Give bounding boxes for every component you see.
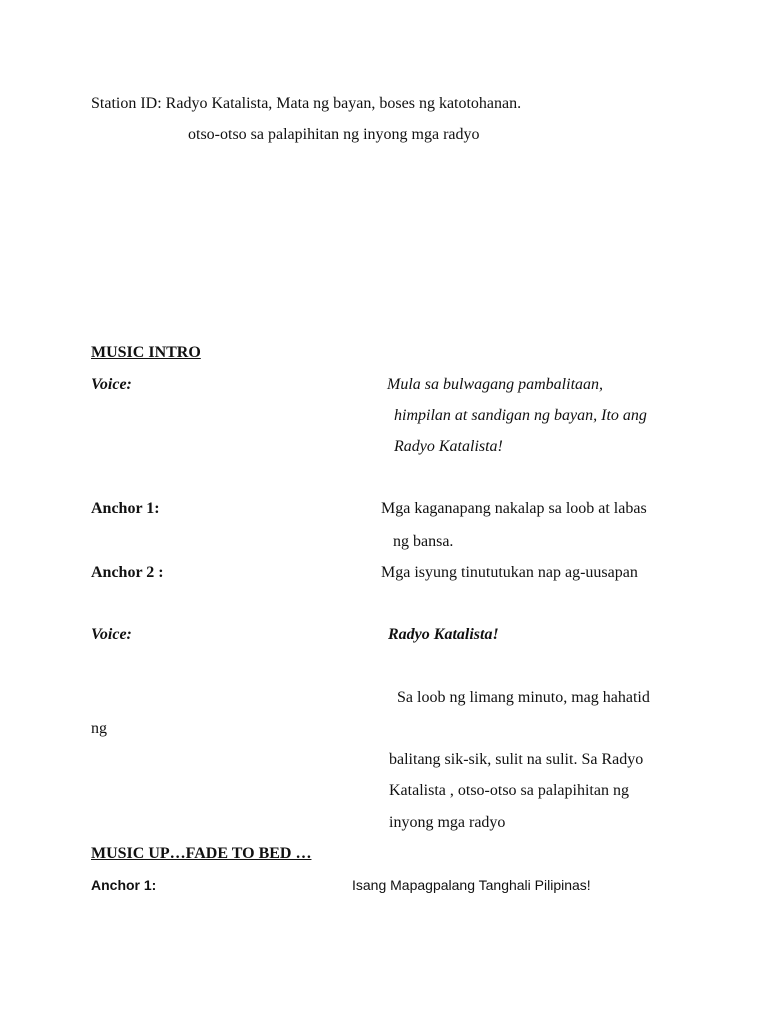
voice-line-4: inyong mga radyo [389, 814, 506, 831]
final-anchor-line: Isang Mapagpalang Tanghali Pilipinas! [352, 877, 591, 893]
music-up-heading: MUSIC UP…FADE TO BED … [91, 845, 312, 862]
music-intro-line-3: Radyo Katalista! [394, 438, 503, 455]
voice-line-3: Katalista , otso-otso sa palapihitan ng [389, 782, 629, 799]
music-intro-heading: MUSIC INTRO [91, 344, 201, 361]
anchor-1-line-2: ng bansa. [393, 533, 454, 550]
music-intro-line-1: Mula sa bulwagang pambalitaan, [387, 376, 604, 393]
anchor-2-label: Anchor 2 : [91, 564, 164, 581]
music-intro-voice-label: Voice: [91, 376, 132, 393]
voice-line-2: balitang sik-sik, sulit na sulit. Sa Radyo [389, 751, 644, 768]
voice-wrap-word: ng [91, 720, 107, 737]
voice-line-1: Sa loob ng limang minuto, mag hahatid [397, 689, 650, 706]
anchor-1-label: Anchor 1: [91, 500, 160, 517]
music-intro-line-2: himpilan at sandigan ng bayan, Ito ang [394, 407, 647, 424]
voice-label: Voice: [91, 626, 132, 643]
station-id-line-1: Station ID: Radyo Katalista, Mata ng bayan, boses ng katotohanan. [91, 95, 522, 112]
final-anchor-label: Anchor 1: [91, 877, 157, 893]
anchor-2-line: Mga isyung tinututukan nap ag-uusapan [381, 564, 638, 581]
station-id-line-2: otso-otso sa palapihitan ng inyong mga radyo [188, 126, 480, 143]
voice-tagline: Radyo Katalista! [388, 626, 499, 643]
anchor-1-line-1: Mga kaganapang nakalap sa loob at labas [381, 500, 647, 517]
